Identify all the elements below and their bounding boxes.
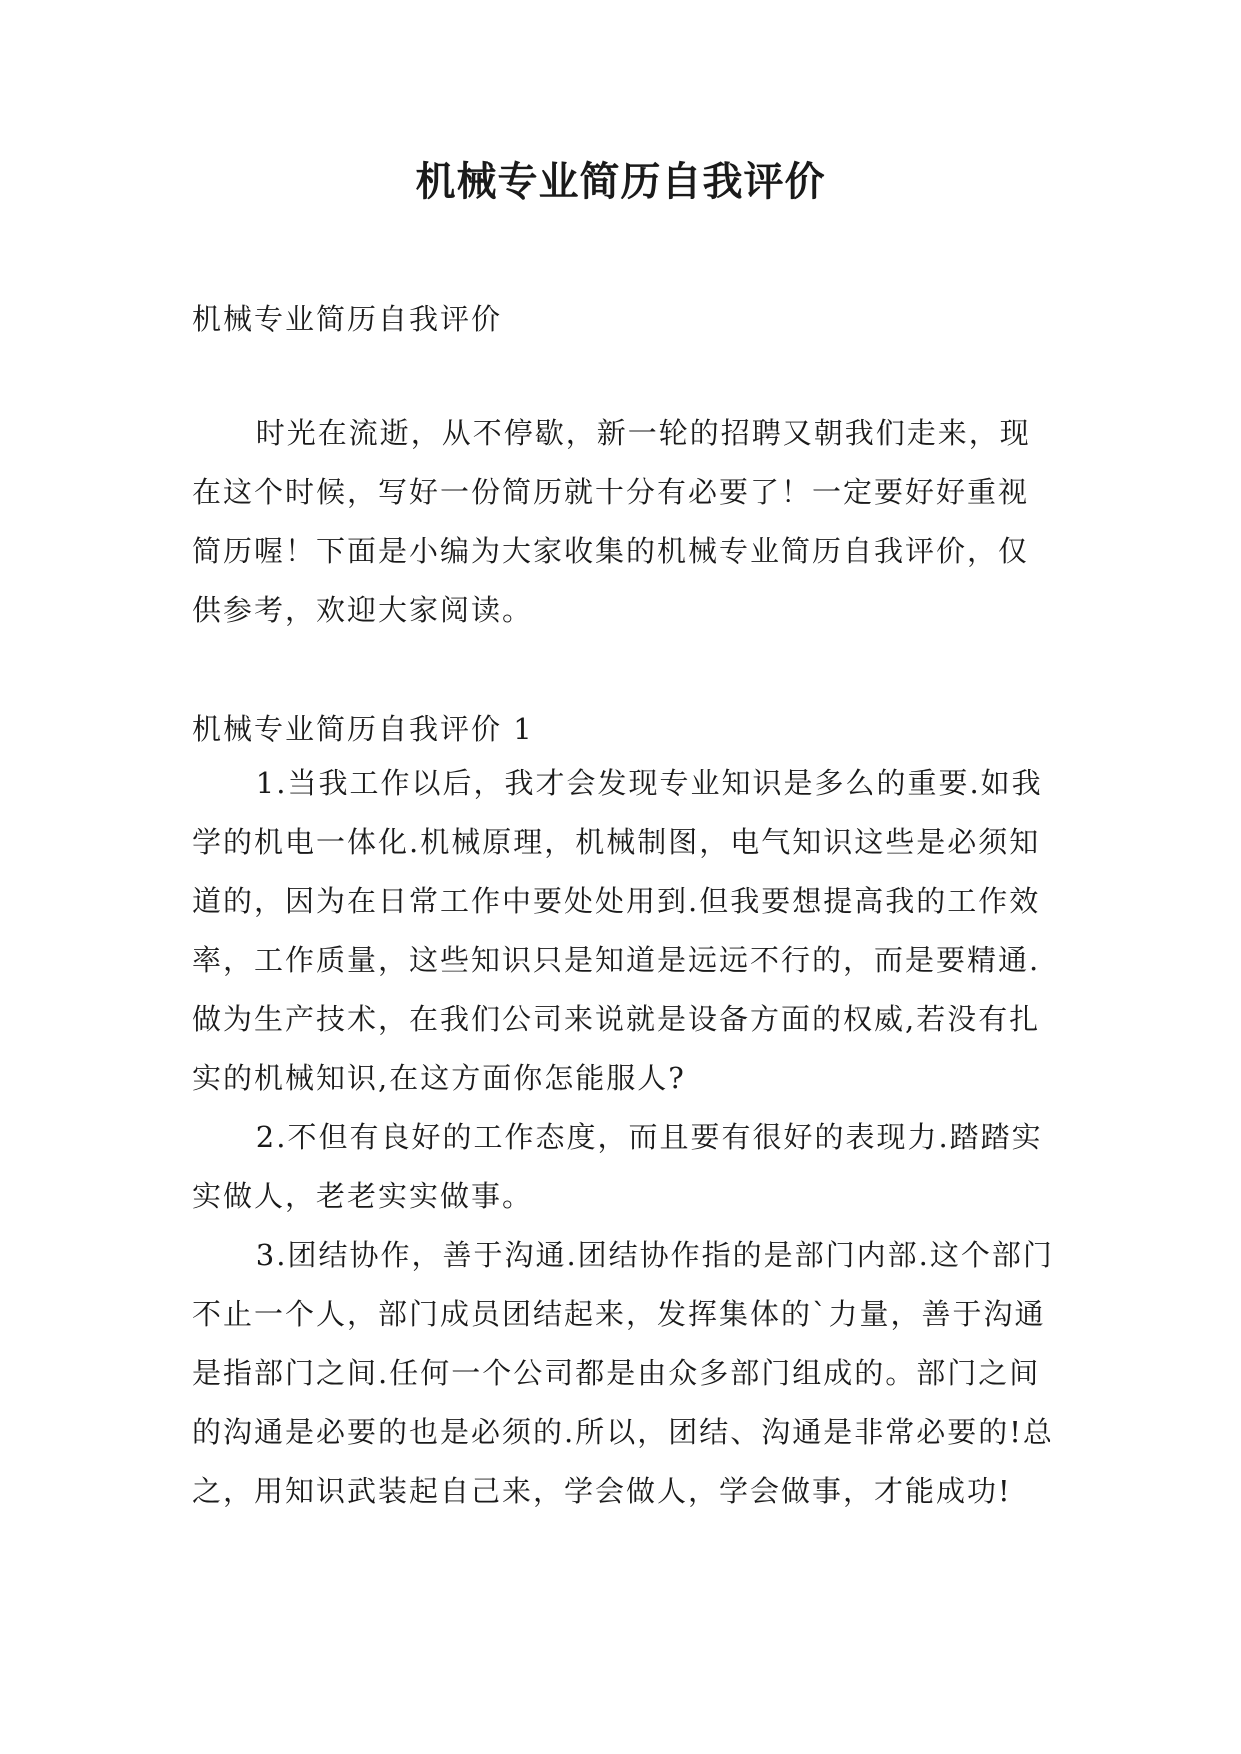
evaluation-item-3: 3.团结协作，善于沟通.团结协作指的是部门内部.这个部门不止一个人，部门成员团结起来，发挥集体的`力量，善于沟通是指部门之间.任何一个公司都是由众多部门组成的。部门之间的沟通是必要的也是必须的.所以，团结、沟通是非常必要的!总之，用知识武装起自己来，学会做人，学会做事，才能成功!: [192, 1238, 1054, 1508]
intro-paragraph: 时光在流逝，从不停歇，新一轮的招聘又朝我们走来，现在这个时候，写好一份简历就十分有必要了！一定要好好重视简历喔！下面是小编为大家收集的机械专业简历自我评价，仅供参考，欢迎大家阅读。: [192, 416, 1031, 627]
section-heading: 机械专业简历自我评价 1: [192, 712, 534, 746]
evaluation-item-2: 2.不但有良好的工作态度，而且要有很好的表现力.踏踏实实做人，老老实实做事。: [192, 1120, 1043, 1213]
document-title: 机械专业简历自我评价: [415, 158, 826, 205]
document-subtitle: 机械专业简历自我评价: [192, 302, 503, 336]
evaluation-item-1: 1.当我工作以后，我才会发现专业知识是多么的重要.如我学的机电一体化.机械原理，机械制图，电气知识这些是必须知道的，因为在日常工作中要处处用到.但我要想提高我的工作效率，工作质量，这些知识只是知道是远远不行的，而是要精通.做为生产技术，在我们公司来说就是设备方面的权威,若没有扎实的机械知识,在这方面你怎能服人?: [192, 766, 1043, 1095]
